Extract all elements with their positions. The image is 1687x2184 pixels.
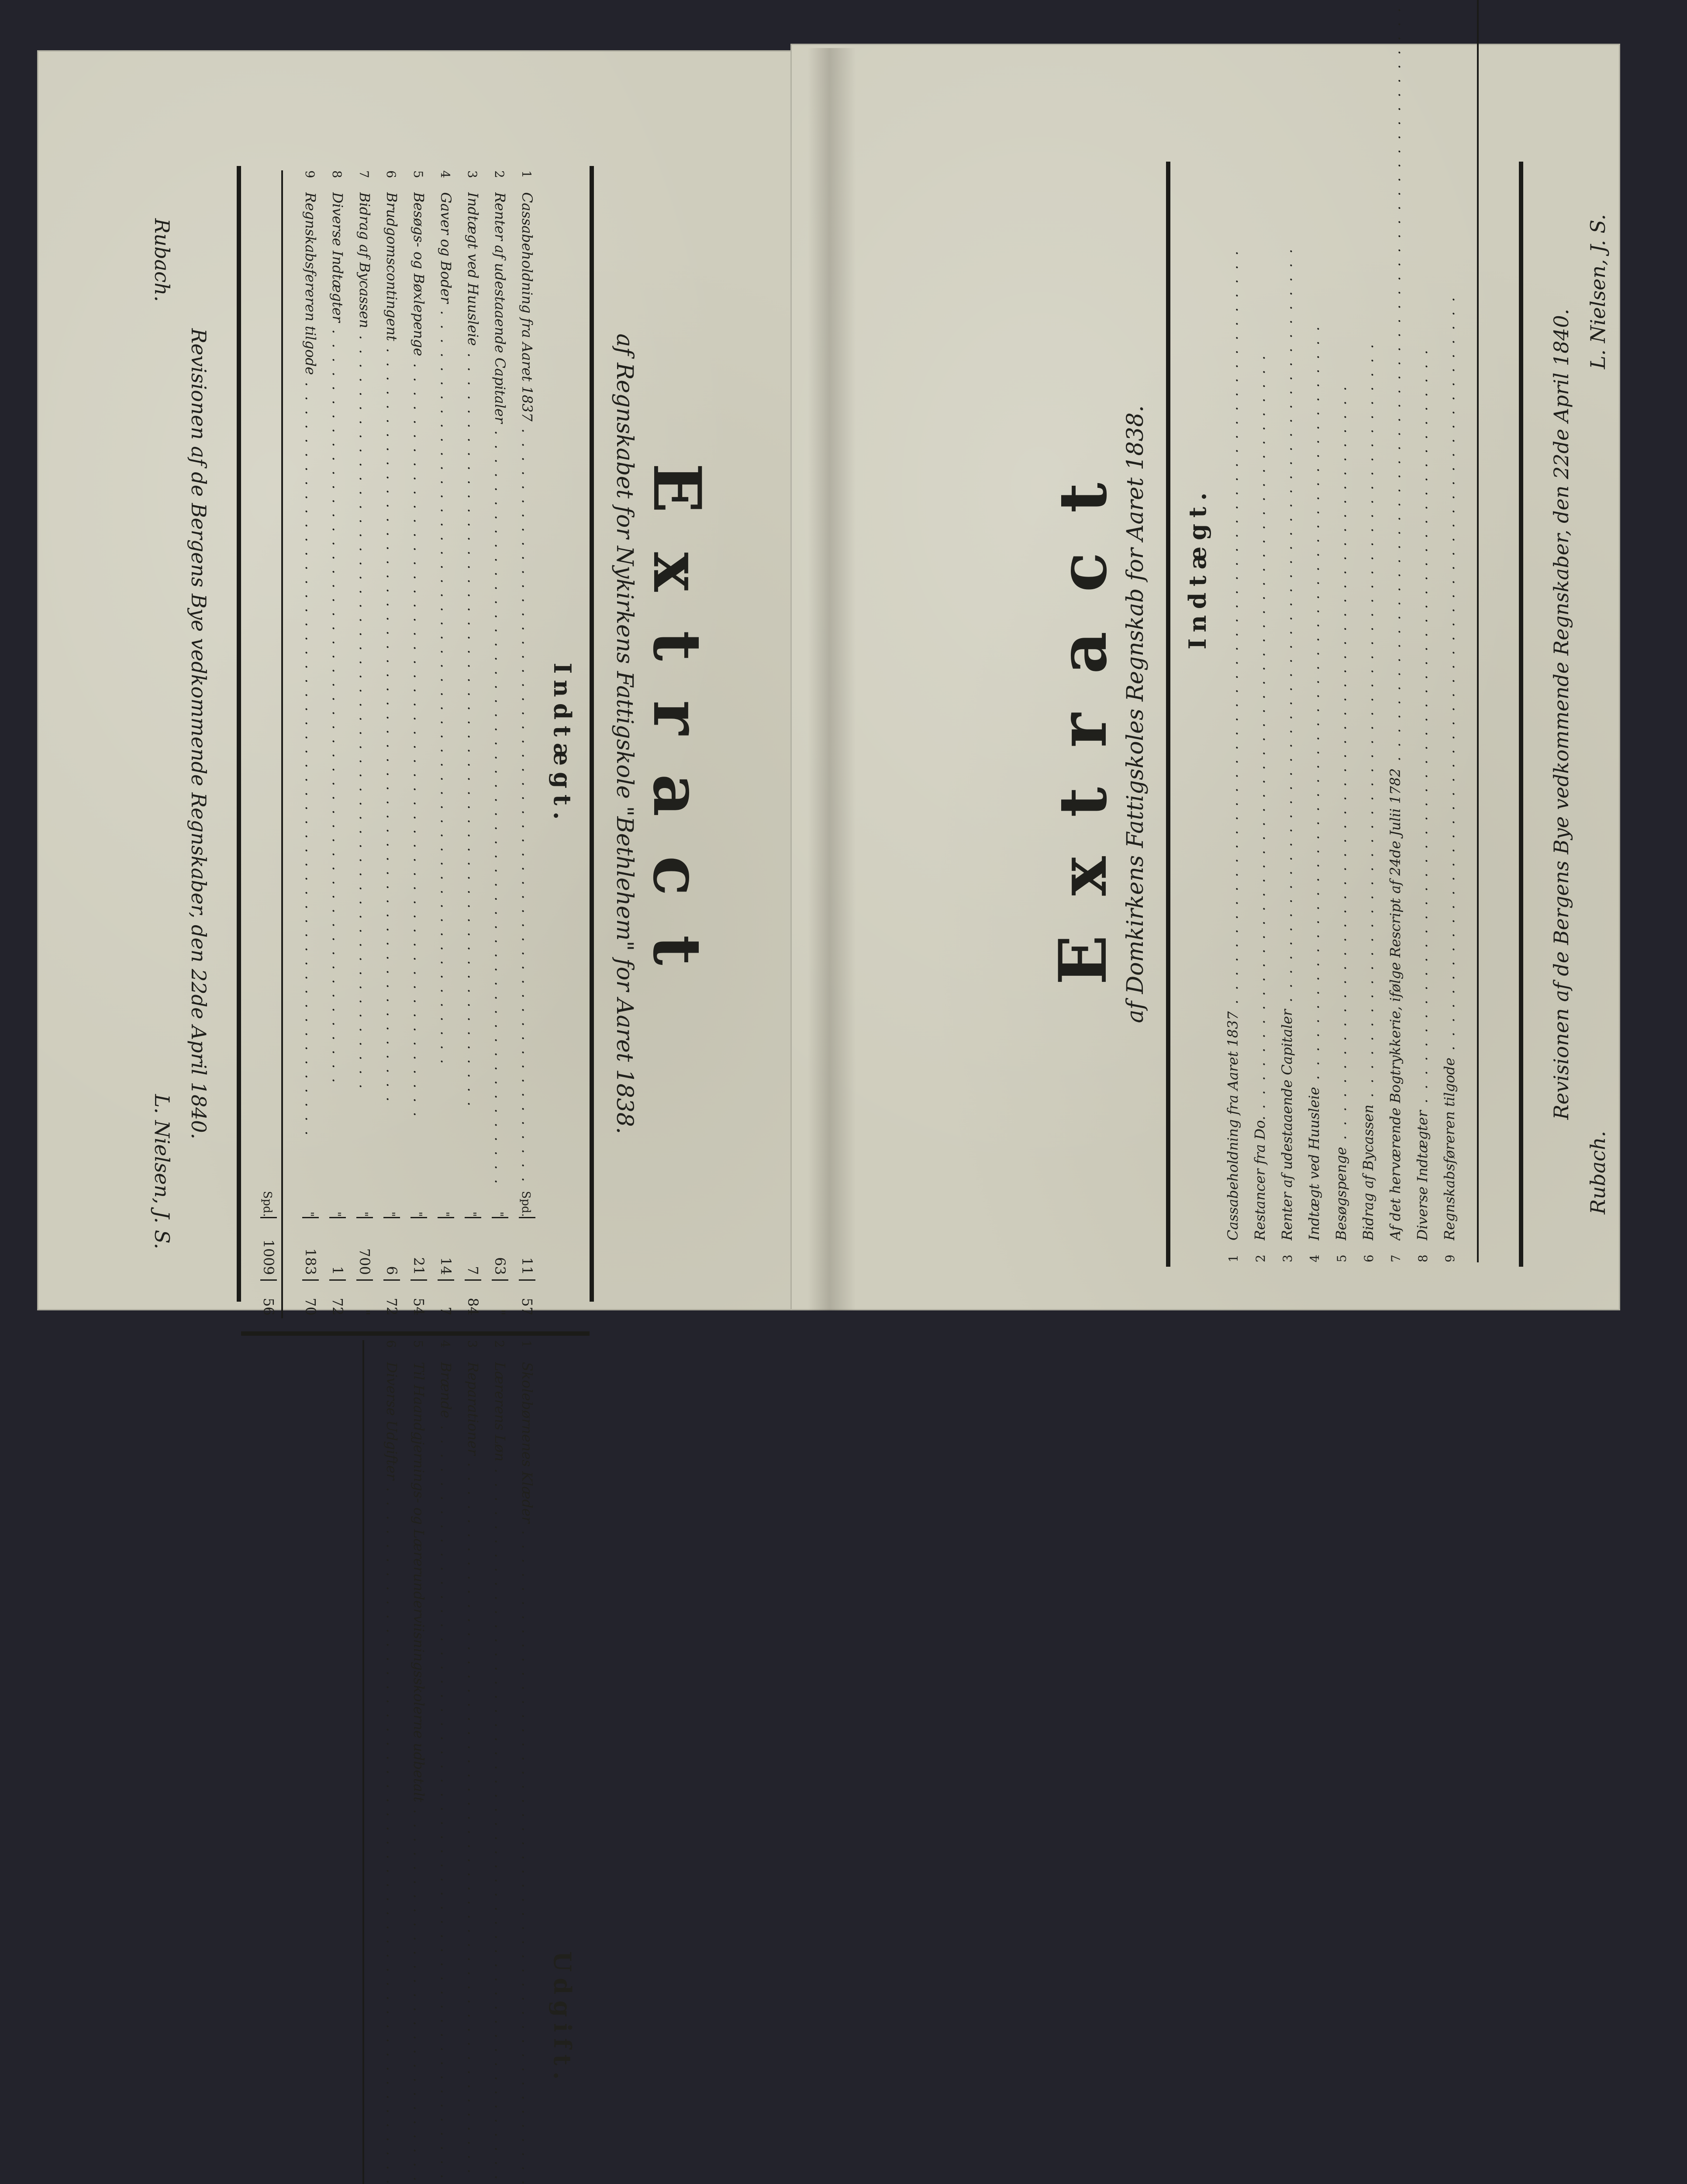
left-signature-nielsen: L. Nielsen, J. S.	[150, 1094, 174, 1249]
row-number: 9	[1443, 1254, 1457, 1262]
left-ledger	[237, 166, 594, 2086]
row-description: Diverse Indtægter . . .	[1414, 5, 1431, 1241]
row-unit	[1282, 0, 1295, 5]
right-subtitle: af Domkirkens Fattigskoles Regnskab for Aaret 1838.	[1122, 405, 1149, 1023]
row-skilling: 70	[302, 1279, 319, 1318]
row-description: Indtægt ved Huusleie . . .	[465, 192, 481, 1186]
row-unit	[1363, 0, 1376, 5]
column-heading: Indtægt.	[1183, 486, 1211, 650]
row-description: Brudgomscontingent . . .	[383, 192, 400, 1186]
row-unit	[1444, 0, 1457, 5]
row-description: Cassabeholdning fra Aaret 1837 . . .	[1225, 5, 1241, 1241]
right-signature-nielsen: L. Nielsen, J. S.	[1586, 214, 1610, 369]
left-footer: Revisionen af de Bergens Bye vedkommende Regnskaber, den 22de April 1840.	[187, 328, 210, 1140]
row-unit: "	[411, 1211, 424, 1217]
ledger-row	[373, 1340, 400, 2184]
row-number: 5	[1335, 1254, 1349, 1262]
row-description: Til Haandgjernings- og Lærerunderviisningsskolerne udbetalt . . .	[411, 1362, 427, 2184]
ledger-row	[481, 1340, 508, 2184]
row-unit: "	[384, 1211, 397, 1217]
row-description: Besøgspenge . . .	[1333, 5, 1349, 1241]
right-income-column	[1170, 0, 1519, 1267]
ledger-total-row	[331, 1340, 364, 2184]
row-speciedaler: 63	[492, 1217, 508, 1279]
row-number: 5	[411, 170, 425, 178]
total-speciedaler: 1009	[260, 1217, 277, 1279]
ledger-row	[319, 170, 346, 1318]
ledger-row	[427, 1340, 454, 2184]
column-heading: Indtægt.	[549, 663, 576, 826]
ledger-row	[373, 170, 400, 1318]
row-description: Bidrag af Bycassen . . .	[356, 192, 373, 1186]
row-skilling: 84	[465, 1279, 481, 1318]
row-number: 5	[411, 1340, 425, 1348]
ledger-row	[1414, 0, 1441, 1262]
row-speciedaler: 183	[302, 1217, 319, 1279]
row-description: Af det herværende Bogtrykkerie, ifølge Rescript af 24de Julii 1782 . . .	[1387, 5, 1404, 1241]
row-speciedaler: 6	[383, 1217, 400, 1279]
row-number: 3	[1280, 1254, 1295, 1262]
total-skilling: 56	[260, 1279, 277, 1318]
ledger-row	[1279, 0, 1306, 1262]
row-unit: "	[303, 1211, 316, 1217]
right-document	[1045, 162, 1610, 1267]
row-description: Besøgs- og Bøxlepenge . . .	[411, 192, 427, 1186]
row-number: 6	[384, 1340, 398, 1348]
left-income-column	[241, 166, 590, 1331]
row-description: Brænde . . .	[438, 1362, 454, 2184]
left-subtitle: af Regnskabet for Nykirkens Fattigskole "Bethlehem" for Aaret 1838.	[611, 333, 638, 1134]
row-unit	[1336, 0, 1349, 5]
row-description: Reparationer . . .	[465, 1362, 481, 2184]
ledger-row	[346, 170, 373, 1318]
row-unit: "	[492, 1211, 505, 1217]
right-title: Extract	[1045, 443, 1121, 985]
left-signature-rubach: Rubach.	[150, 218, 174, 302]
row-skilling: "	[492, 1279, 508, 1318]
row-unit	[1255, 0, 1268, 5]
ledger-row	[400, 1340, 427, 2184]
row-description: Diverse Indtægter . . .	[329, 192, 346, 1186]
row-skilling: 72	[383, 1279, 400, 1318]
ledger-row	[400, 170, 427, 1318]
row-description: Indtægt ved Huusleie . . .	[1306, 5, 1322, 1241]
ledger-row	[508, 170, 535, 1318]
row-number: 1	[519, 170, 534, 178]
ledger-row	[481, 170, 508, 1318]
row-skilling: 54	[411, 1279, 427, 1318]
row-speciedaler: 700	[356, 1217, 373, 1279]
row-description: Lærerens Løn . . .	[492, 1362, 508, 2184]
row-speciedaler: 7	[465, 1217, 481, 1279]
row-description: Cassabeholdning fra Aaret 1837 . . .	[519, 192, 535, 1186]
right-footer: Revisionen af de Bergens Bye vedkommende Regnskaber, den 22de April 1840.	[1549, 308, 1573, 1120]
row-speciedaler: 1	[329, 1217, 346, 1279]
row-number: 2	[492, 1340, 507, 1348]
right-ledger	[1166, 162, 1523, 1267]
row-description: Renter af udestaaende Capitaler . . .	[1279, 5, 1295, 1241]
row-skilling: 57	[519, 1279, 535, 1318]
ledger-row	[508, 1340, 535, 2184]
row-unit: "	[330, 1211, 343, 1217]
row-unit	[1417, 0, 1430, 5]
row-unit: "	[465, 1211, 478, 1217]
row-number: 6	[384, 170, 398, 178]
row-skilling: "	[356, 1279, 373, 1318]
row-number: 8	[1416, 1254, 1430, 1262]
row-speciedaler: 14	[438, 1217, 454, 1279]
row-unit: "	[438, 1211, 451, 1217]
row-number: 4	[438, 170, 452, 178]
row-number: 1	[519, 1340, 534, 1348]
ledger-row	[454, 1340, 481, 2184]
row-number: 8	[330, 170, 344, 178]
row-unit: Spd.	[519, 1191, 532, 1217]
page-fold	[808, 48, 856, 1310]
row-description: Renter af udestaaende Capitaler . . .	[492, 192, 508, 1186]
row-number: 3	[465, 1340, 480, 1348]
left-expense-column	[241, 1331, 590, 2184]
column-heading: Udgift.	[549, 1951, 576, 2086]
ledger-row	[1306, 0, 1333, 1262]
ledger-total-row	[1477, 0, 1510, 1262]
row-description: Bidrag af Bycassen . . .	[1360, 5, 1377, 1241]
ledger-row	[1360, 0, 1387, 1262]
ledger-row	[427, 170, 454, 1318]
row-unit	[1390, 0, 1403, 5]
row-unit	[1228, 0, 1241, 5]
row-description: Diverse Udgifter . . .	[383, 1362, 400, 2184]
row-number: 4	[438, 1340, 452, 1348]
left-signatures	[150, 166, 174, 1302]
right-signature-rubach: Rubach.	[1586, 1130, 1610, 1214]
ledger-row	[1387, 0, 1414, 1262]
row-skilling: 72	[329, 1279, 346, 1318]
row-number: 1	[1226, 1254, 1241, 1262]
row-number: 9	[303, 170, 317, 178]
ledger-total-row	[250, 170, 283, 1318]
row-speciedaler: 11	[519, 1217, 535, 1279]
ledger-row	[1225, 0, 1252, 1262]
ledger-row	[1252, 0, 1279, 1262]
row-number: 3	[465, 170, 480, 178]
ledger-row	[1441, 0, 1468, 1262]
row-description: Gaver og Boder . . .	[438, 192, 454, 1186]
row-number: 7	[357, 170, 371, 178]
row-description: Regnskabsfereren tilgode . . .	[302, 192, 319, 1186]
ledger-row	[1333, 0, 1360, 1262]
left-title: Extract	[638, 463, 715, 1005]
row-skilling: 7	[438, 1279, 454, 1318]
row-unit	[1309, 0, 1322, 5]
row-speciedaler: 21	[411, 1217, 427, 1279]
row-unit: "	[357, 1211, 370, 1217]
row-number: 6	[1362, 1254, 1376, 1262]
row-description: Skolebørnenes Klæder . . .	[519, 1362, 535, 2184]
left-document	[150, 166, 715, 2086]
row-number: 7	[1389, 1254, 1403, 1262]
ledger-row	[454, 170, 481, 1318]
row-description: Regnskabsføreren tilgode . . .	[1441, 5, 1458, 1241]
total-unit	[1486, 0, 1499, 5]
row-number: 4	[1308, 1254, 1322, 1262]
row-number: 2	[1253, 1254, 1268, 1262]
row-description: Restancer fra Do. . . .	[1252, 5, 1268, 1241]
row-number: 2	[492, 170, 507, 178]
ledger-row	[292, 170, 319, 1318]
right-signatures	[1586, 162, 1610, 1267]
total-unit: Spd.	[261, 1191, 274, 1217]
